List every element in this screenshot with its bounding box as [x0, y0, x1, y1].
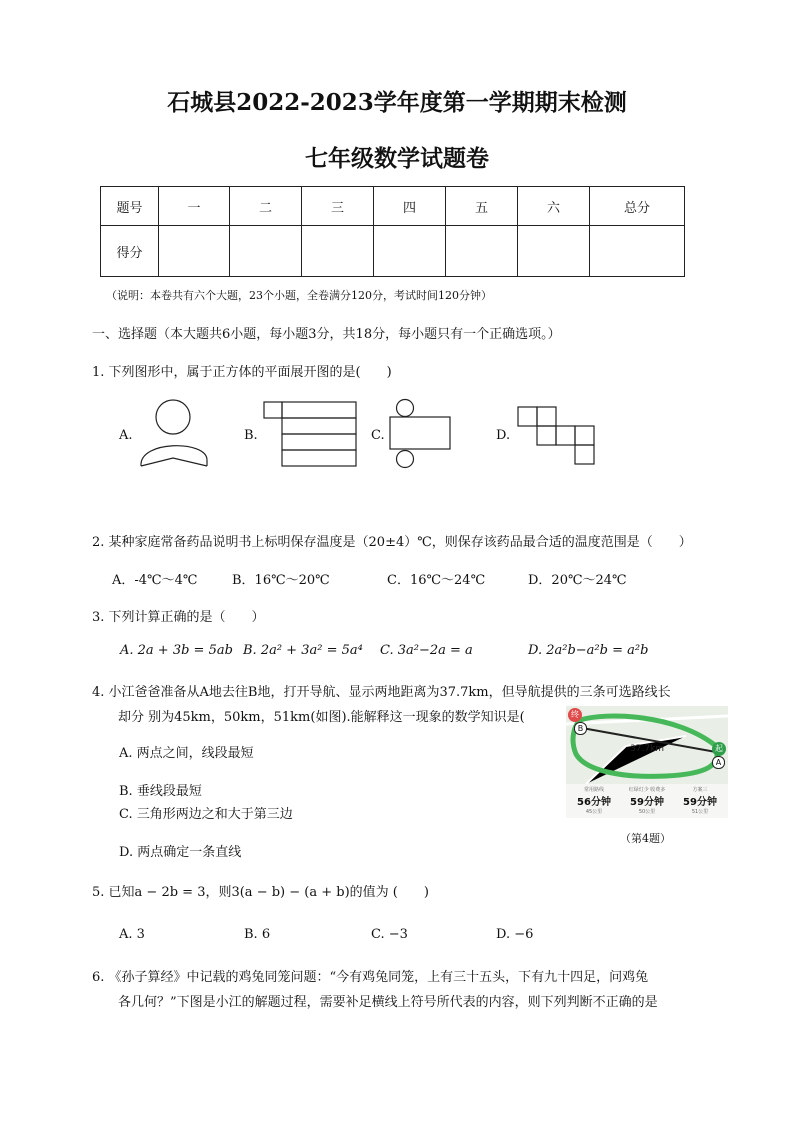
- q3-option: B. 2a² + 3a² = 5a⁴: [243, 643, 363, 658]
- q3-option: A. 2a + 3b = 5ab: [120, 643, 233, 658]
- q1-figure-b-net: [262, 401, 360, 469]
- q1-figure-d-cube-net: [516, 405, 598, 465]
- q3-option: C. 3a²−2a = a: [380, 643, 473, 658]
- q2-option: B．16℃～20℃: [232, 573, 330, 588]
- exam-subtitle: 七年级数学试题卷: [305, 145, 489, 172]
- score-header-cell: 五: [446, 187, 518, 226]
- q1-option-label: A.: [119, 428, 133, 443]
- q1-option-label: D.: [496, 428, 511, 443]
- score-cell[interactable]: [590, 226, 685, 277]
- question-1-stem: 1. 下列图形中，属于正方体的平面展开图的是( ): [92, 365, 392, 380]
- q2-option: D．20℃～24℃: [528, 573, 627, 588]
- exam-title: 石城县2022-2023学年度第一学期期末检测: [167, 89, 627, 116]
- question-2-stem: 2. 某种家庭常备药品说明书上标明保存温度是（20±4）℃，则保存该药品最合适的温度范围是（ ）: [92, 535, 692, 550]
- exam-note: （说明：本卷共有六个大题，23个小题，全卷满分120分，考试时间120分钟）: [106, 289, 492, 302]
- route-option-3: 方案三 59分钟 51公里: [683, 787, 717, 815]
- question-5-stem: 5. 已知a − 2b = 3，则3(a − b) − (a + b)的值为 ( ): [92, 885, 429, 900]
- score-row-label: 得分: [101, 226, 159, 277]
- q5-option: D. −6: [496, 927, 534, 942]
- q1-option-label: B.: [244, 428, 258, 443]
- score-cell[interactable]: [230, 226, 302, 277]
- q1-option-label: C.: [371, 428, 385, 443]
- q4-option: C. 三角形两边之和大于第三边: [119, 807, 293, 822]
- question-6-stem-line1: 6. 《孙子算经》中记载的鸡兔同笼问题：“今有鸡兔同笼，上有三十五头，下有九十四足，问鸡兔: [92, 970, 649, 985]
- score-cell[interactable]: [446, 226, 518, 277]
- q4-option: D. 两点确定一条直线: [119, 845, 242, 860]
- question-3-stem: 3. 下列计算正确的是（ ）: [92, 610, 265, 625]
- route-option-2: 红绿灯少 收费多 59分钟 50公里: [628, 787, 666, 815]
- map-end-badge: 终: [568, 708, 582, 722]
- question-4-stem-line1: 4. 小江爸爸准备从A地去往B地，打开导航、显示两地距离为37.7km，但导航提供的三条可选路线长: [92, 685, 671, 700]
- score-header-cell: 一: [159, 187, 230, 226]
- score-header-cell: 总分: [590, 187, 685, 226]
- q1-figure-a-person-shape: [135, 398, 215, 470]
- score-header-cell: 三: [302, 187, 374, 226]
- score-header-cell: 四: [374, 187, 446, 226]
- q4-option: A. 两点之间，线段最短: [119, 746, 254, 761]
- map-distance-label: 37.7km: [630, 744, 665, 754]
- score-cell[interactable]: [518, 226, 590, 277]
- q1-figure-c-cylinder-net: [388, 398, 454, 470]
- map-point-a: A: [712, 756, 725, 769]
- q3-option: D. 2a²b−a²b = a²b: [528, 643, 649, 658]
- q5-option: B. 6: [244, 927, 271, 942]
- score-cell[interactable]: [159, 226, 230, 277]
- q5-option: A. 3: [119, 927, 145, 942]
- route-map-graphic: [566, 706, 728, 784]
- map-start-badge: 起: [712, 742, 726, 756]
- score-header-cell: 题号: [101, 187, 159, 226]
- question-6-stem-line2: 各几何？”下图是小江的解题过程，需要补足横线上符号所代表的内容，则下列判断不正确的是: [118, 995, 658, 1010]
- section-heading: 一、选择题（本大题共6小题，每小题3分，共18分，每小题只有一个正确选项。）: [92, 327, 561, 342]
- route-option-1: 常用路线 56分钟 45公里: [577, 787, 611, 815]
- q2-option: A．-4℃～4℃: [112, 573, 198, 588]
- score-table: [100, 186, 685, 277]
- q4-option: B. 垂线段最短: [119, 784, 202, 799]
- score-cell[interactable]: [374, 226, 446, 277]
- score-header-cell: 六: [518, 187, 590, 226]
- q4-figure-caption: （第4题）: [620, 832, 671, 845]
- map-point-b: B: [574, 722, 587, 735]
- q2-option: C．16℃～24℃: [387, 573, 486, 588]
- q5-option: C. −3: [371, 927, 408, 942]
- score-cell[interactable]: [302, 226, 374, 277]
- score-header-cell: 二: [230, 187, 302, 226]
- question-4-stem-line2: 却分 别为45km，50km，51km(如图).能解释这一现象的数学知识是(: [118, 710, 525, 725]
- q4-navigation-map: [566, 706, 728, 818]
